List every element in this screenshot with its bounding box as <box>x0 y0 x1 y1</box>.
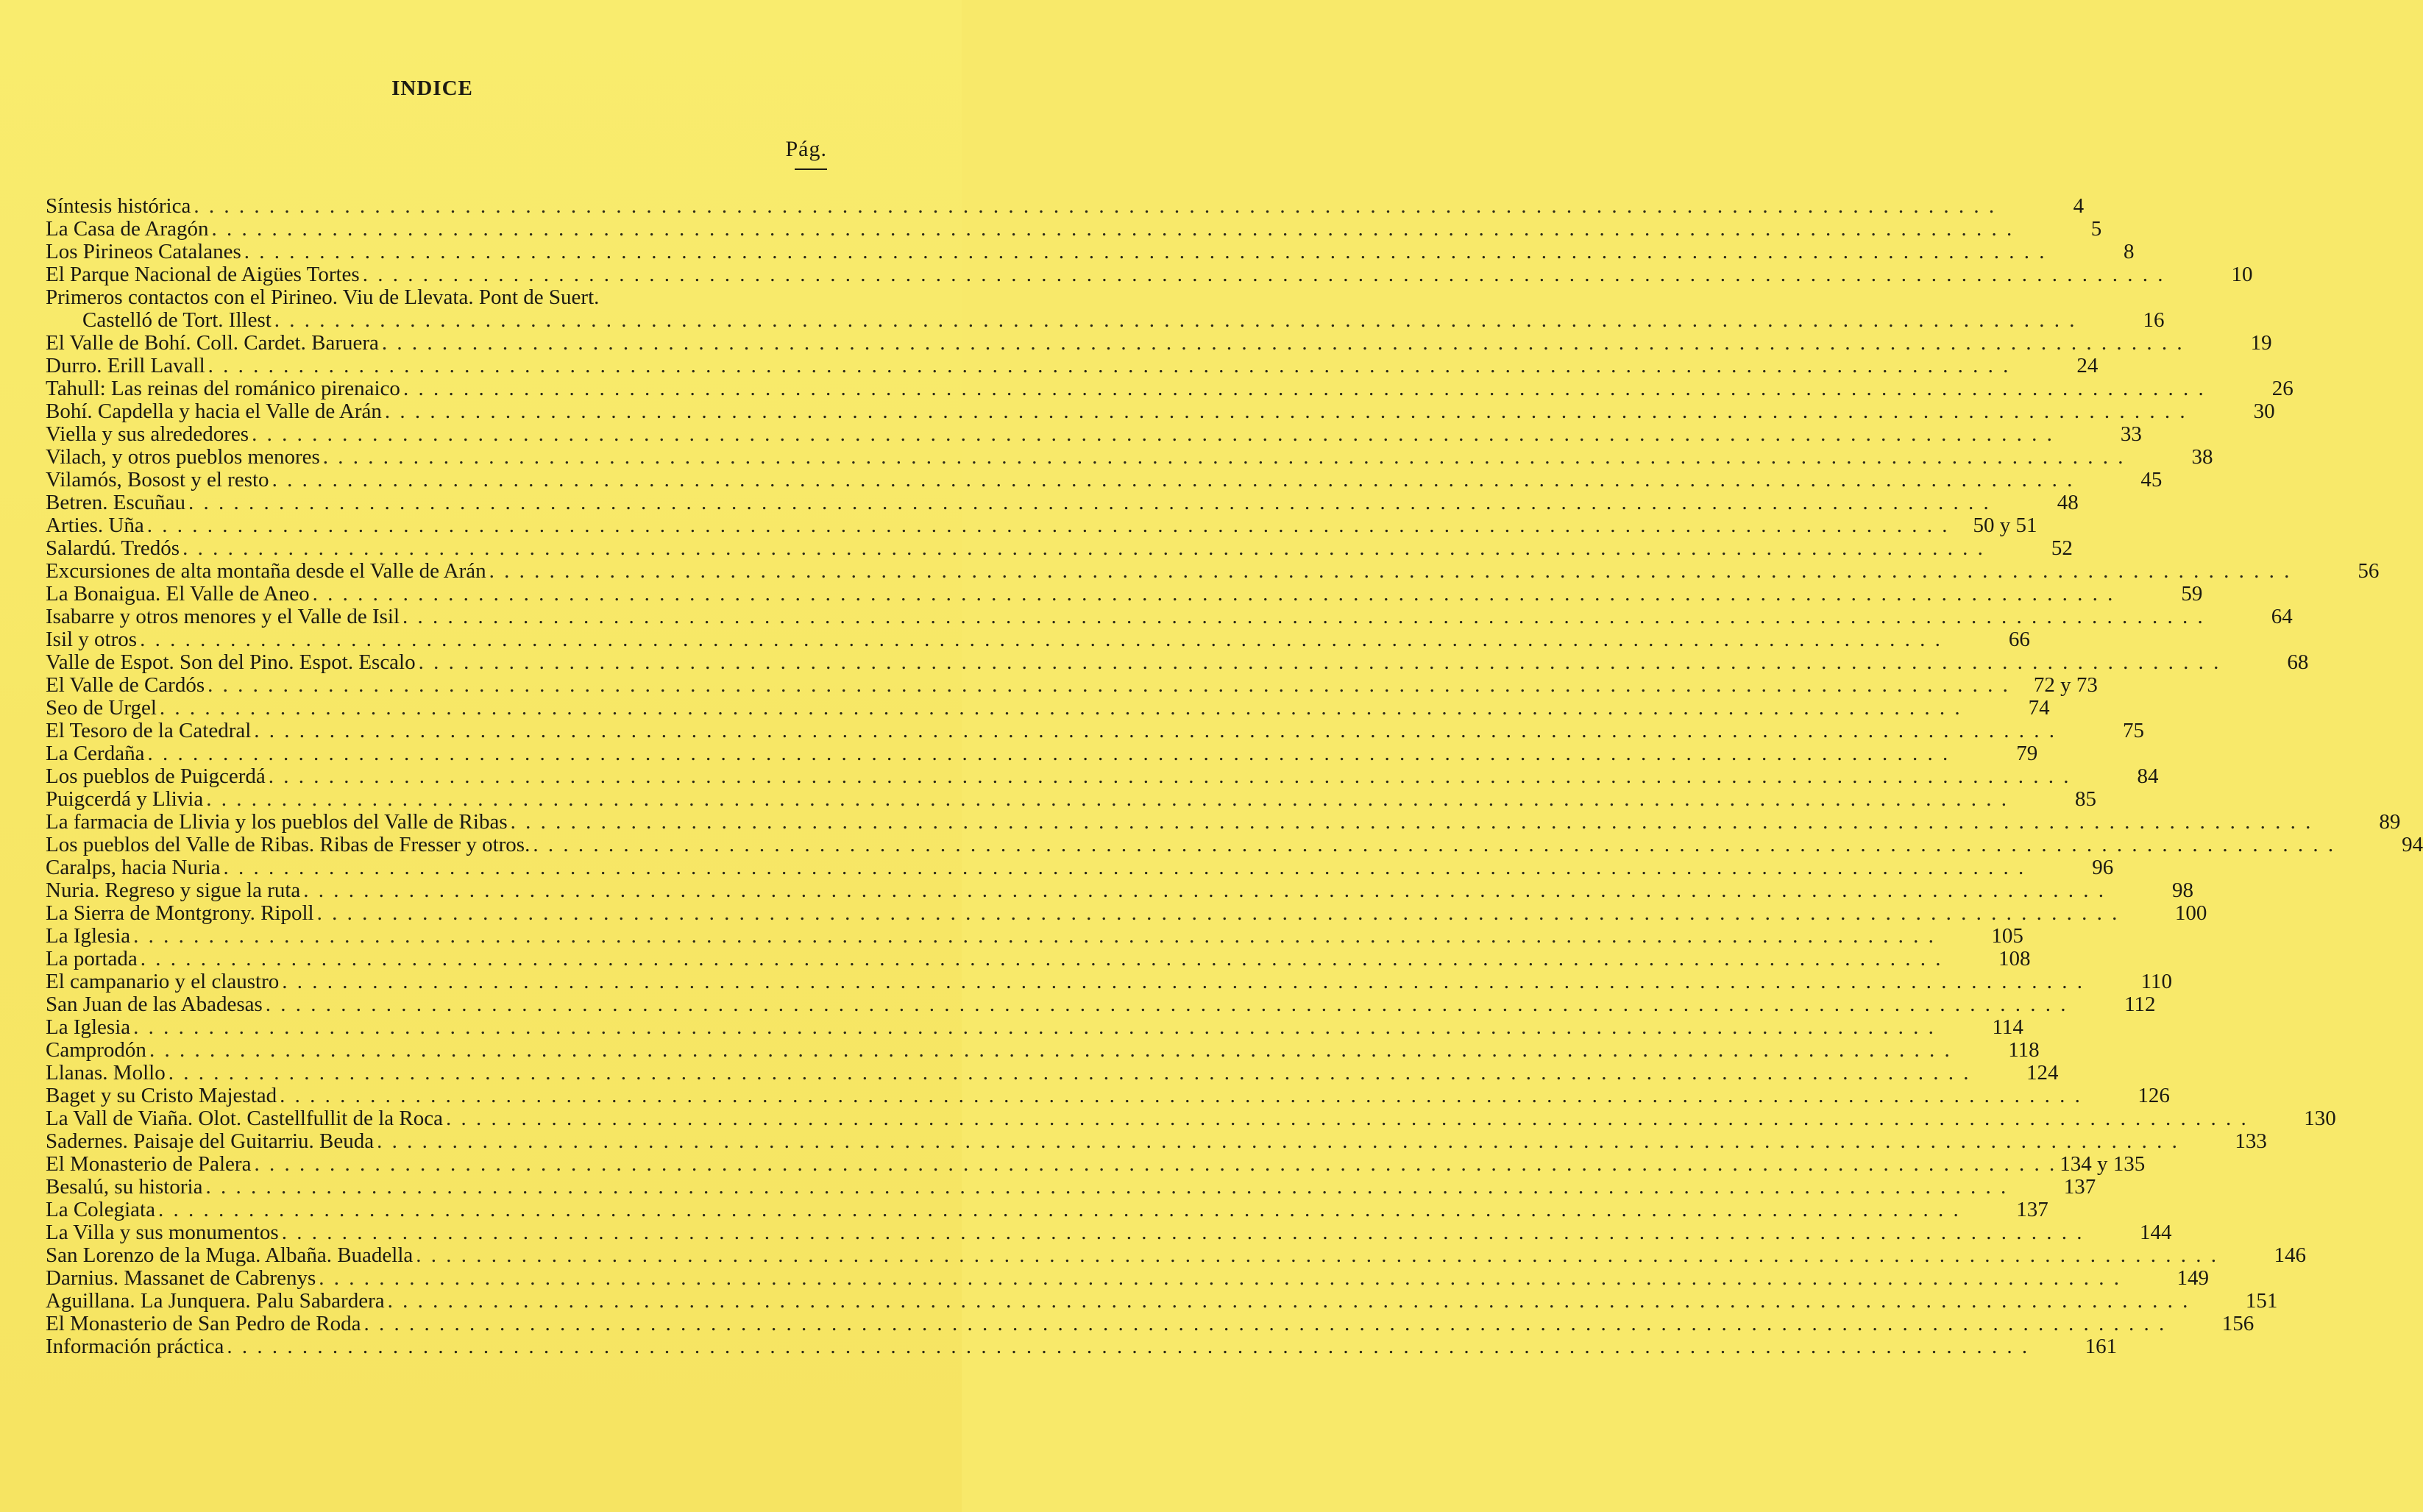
toc-entry <box>46 468 2163 491</box>
toc-entry <box>46 354 2099 377</box>
toc-leader-dots: . . . . . . . . . . . . . . . . . . . . . . . . . . . . . . . . . . . . . . . . . . . . . . . . . . . . . . . . . . . . . . . . . . . . . . . . . . . . . . . . . . . . . . . . . . . . . . . . . . . . . . . . . . . . . . . . . . . . . . . . <box>377 1129 2179 1153</box>
toc-entry <box>46 970 2173 993</box>
toc-entry-page: 110 <box>2140 970 2173 993</box>
toc-leader-dots: . . . . . . . . . . . . . . . . . . . . . . . . . . . . . . . . . . . . . . . . . . . . . . . . . . . . . . . . . . . . . . . . . . . . . . . . . . . . . . . . . . . . . . . . . . . . . . . . . . . . . . . . . . . . . . . . . . . . . . . . <box>182 536 1985 560</box>
toc-leader-dots: . . . . . . . . . . . . . . . . . . . . . . . . . . . . . . . . . . . . . . . . . . . . . . . . . . . . . . . . . . . . . . . . . . . . . . . . . . . . . . . . . . . . . . . . . . . . . . . . . . . . . . . . . . . . . . . . . . . . . . . . <box>384 400 2188 423</box>
toc-leader-dots: . . . . . . . . . . . . . . . . . . . . . . . . . . . . . . . . . . . . . . . . . . . . . . . . . . . . . . . . . . . . . . . . . . . . . . . . . . . . . . . . . . . . . . . . . . . . . . . . . . . . . . . . . . . . . . . . . . . . . . . . <box>416 1243 2219 1267</box>
toc-entry-title: Sadernes. Paisaje del Guitarriu. Beuda <box>46 1129 375 1153</box>
toc-leader-dots: . . . . . . . . . . . . . . . . . . . . . . . . . . . . . . . . . . . . . . . . . . . . . . . . . . . . . . . . . . . . . . . . . . . . . . . . . . . . . . . . . . . . . . . . . . . . . . . . . . . . . . . . . . . . . . . . . . . . . . . . <box>227 1335 2030 1358</box>
toc-entry <box>46 263 2253 286</box>
toc-leader-dots: . . . . . . . . . . . . . . . . . . . . . . . . . . . . . . . . . . . . . . . . . . . . . . . . . . . . . . . . . . . . . . . . . . . . . . . . . . . . . . . . . . . . . . . . . . . . . . . . . . . . . . . . . . . . . . . . . . . . . . . . <box>418 650 2221 674</box>
toc-entry <box>46 1243 2307 1267</box>
toc-entry-page: 75 <box>2123 719 2145 742</box>
toc-leader-dots: . . . . . . . . . . . . . . . . . . . . . . . . . . . . . . . . . . . . . . . . . . . . . . . . . . . . . . . . . . . . . . . . . . . . . . . . . . . . . . . . . . . . . . . . . . . . . . . . . . . . . . . . . . . . . . . . . . . . . . . . <box>362 263 2165 286</box>
toc-entry-page: 84 <box>2137 764 2159 788</box>
page-column-rule <box>795 168 827 170</box>
toc-entry-page: 118 <box>2008 1038 2040 1062</box>
toc-entry <box>46 582 2203 606</box>
toc-entry-page: 50 y 51 <box>1973 514 2037 537</box>
toc-leader-dots: . . . . . . . . . . . . . . . . . . . . . . . . . . . . . . . . . . . . . . . . . . . . . . . . . . . . . . . . . . . . . . . . . . . . . . . . . . . . . . . . . . . . . . . . . . . . . . . . . . . . . . . . . . . . . . . . . . . . . . . . <box>533 833 2336 856</box>
toc-leader-dots: . . . . . . . . . . . . . . . . . . . . . . . . . . . . . . . . . . . . . . . . . . . . . . . . . . . . . . . . . . . . . . . . . . . . . . . . . . . . . . . . . . . . . . . . . . . . . . . . . . . . . . . . . . . . . . . . . . . . . . . . <box>206 787 2009 811</box>
toc-leader-dots: . . . . . . . . . . . . . . . . . . . . . . . . . . . . . . . . . . . . . . . . . . . . . . . . . . . . . . . . . . . . . . . . . . . . . . . . . . . . . . . . . . . . . . . . . . . . . . . . . . . . . . . . . . . . . . . . . . . . . . . . <box>254 719 2057 742</box>
toc-entry-title: El campanario y el claustro <box>46 970 280 993</box>
toc-entry-title: El Monasterio de San Pedro de Roda <box>46 1312 361 1335</box>
toc-entry-page: 66 <box>2008 628 2030 651</box>
toc-entry <box>46 696 2050 720</box>
toc-entry <box>46 1175 2096 1199</box>
toc-entry-page: 16 <box>2143 308 2165 332</box>
toc-entry-page: 134 y 135 <box>2060 1152 2146 1176</box>
toc-entry-title: Isabarre y otros menores y el Valle de Isil <box>46 605 400 628</box>
toc-entry-title: El Tesoro de la Catedral <box>46 719 252 742</box>
toc-entry-title: Primeros contactos con el Pirineo. Viu de Llevata. Pont de Suert. <box>46 285 600 309</box>
toc-entry-page: 24 <box>2076 354 2099 377</box>
toc-leader-dots: . . . . . . . . . . . . . . . . . . . . . . . . . . . . . . . . . . . . . . . . . . . . . . . . . . . . . . . . . . . . . . . . . . . . . . . . . . . . . . . . . . . . . . . . . . . . . . . . . . . . . . . . . . . . . . . . . . . . . . . . <box>274 308 2077 332</box>
toc-entry-title: Vilamós, Bosost y el resto <box>46 468 269 491</box>
toc-entry <box>46 673 2098 697</box>
toc-entry-page: 38 <box>2191 445 2213 469</box>
toc-entry-title: La farmacia de Llivia y los pueblos del Valle de Ribas <box>46 810 508 834</box>
toc-entry <box>46 286 827 309</box>
toc-entry <box>46 331 2272 355</box>
toc-entry-page: 137 <box>2016 1198 2048 1221</box>
toc-entry-page: 72 y 73 <box>2033 673 2098 697</box>
toc-entry <box>46 1129 2267 1153</box>
toc-entry-title: La Cerdaña <box>46 742 145 765</box>
toc-entry-page: 137 <box>2063 1175 2096 1199</box>
toc-entry <box>46 719 2145 742</box>
toc-entry-title: Los pueblos de Puigcerdá <box>46 764 266 788</box>
toc-entry <box>46 742 2038 765</box>
toc-entry-title: Salardú. Tredós <box>46 536 180 560</box>
toc-entry-title: Betren. Escuñau <box>46 491 186 514</box>
toc-entry <box>46 240 2135 263</box>
toc-entry-title: Aguillana. La Junquera. Palu Sabardera <box>46 1289 385 1313</box>
toc-leader-dots: . . . . . . . . . . . . . . . . . . . . . . . . . . . . . . . . . . . . . . . . . . . . . . . . . . . . . . . . . . . . . . . . . . . . . . . . . . . . . . . . . . . . . . . . . . . . . . . . . . . . . . . . . . . . . . . . . . . . . . . . <box>133 1015 1936 1039</box>
toc-entry-title: San Lorenzo de la Muga. Albaña. Buadella <box>46 1243 414 1267</box>
toc-entry-page: 59 <box>2181 582 2203 606</box>
toc-entry-page: 96 <box>2092 856 2114 879</box>
toc-entry <box>46 993 2156 1016</box>
toc-entry <box>46 1335 2118 1358</box>
toc-leader-dots: . . . . . . . . . . . . . . . . . . . . . . . . . . . . . . . . . . . . . . . . . . . . . . . . . . . . . . . . . . . . . . . . . . . . . . . . . . . . . . . . . . . . . . . . . . . . . . . . . . . . . . . . . . . . . . . . . . . . . . . . <box>254 1152 2057 1176</box>
toc-entry-page: 45 <box>2140 468 2163 491</box>
toc-entry-title: Durro. Erill Lavall <box>46 354 205 377</box>
toc-entry <box>46 833 2423 856</box>
toc-entry <box>46 1312 2255 1335</box>
toc-entry <box>46 1084 2170 1107</box>
toc-entry <box>46 764 2159 788</box>
toc-entry-title: Castelló de Tort. Illest <box>82 308 272 332</box>
toc-entry-title: El Monasterio de Palera <box>46 1152 252 1176</box>
toc-entry-page: 5 <box>2090 217 2102 241</box>
toc-entry <box>46 650 2309 674</box>
toc-leader-dots: . . . . . . . . . . . . . . . . . . . . . . . . . . . . . . . . . . . . . . . . . . . . . . . . . . . . . . . . . . . . . . . . . . . . . . . . . . . . . . . . . . . . . . . . . . . . . . . . . . . . . . . . . . . . . . . . . . . . . . . . <box>265 993 2068 1016</box>
toc-leader-dots: . . . . . . . . . . . . . . . . . . . . . . . . . . . . . . . . . . . . . . . . . . . . . . . . . . . . . . . . . . . . . . . . . . . . . . . . . . . . . . . . . . . . . . . . . . . . . . . . . . . . . . . . . . . . . . . . . . . . . . . . <box>319 1266 2121 1290</box>
toc-entry-page: 98 <box>2172 879 2194 902</box>
toc-leader-dots: . . . . . . . . . . . . . . . . . . . . . . . . . . . . . . . . . . . . . . . . . . . . . . . . . . . . . . . . . . . . . . . . . . . . . . . . . . . . . . . . . . . . . . . . . . . . . . . . . . . . . . . . . . . . . . . . . . . . . . . . <box>157 1198 1961 1221</box>
page-column-header: Pág. <box>785 137 827 161</box>
toc-entry-title: El Parque Nacional de Aigües Tortes <box>46 263 360 286</box>
toc-entry <box>46 1015 2023 1039</box>
toc-leader-dots: . . . . . . . . . . . . . . . . . . . . . . . . . . . . . . . . . . . . . . . . . . . . . . . . . . . . . . . . . . . . . . . . . . . . . . . . . . . . . . . . . . . . . . . . . . . . . . . . . . . . . . . . . . . . . . . . . . . . . . . . <box>280 1084 2082 1107</box>
toc-leader-dots: . . . . . . . . . . . . . . . . . . . . . . . . . . . . . . . . . . . . . . . . . . . . . . . . . . . . . . . . . . . . . . . . . . . . . . . . . . . . . . . . . . . . . . . . . . . . . . . . . . . . . . . . . . . . . . . . . . . . . . . . <box>446 1107 2249 1130</box>
toc-entry-title: Los Pirineos Catalanes <box>46 240 241 263</box>
toc-entry-title: Camprodón <box>46 1038 146 1062</box>
toc-entry-title: Tahull: Las reinas del románico pirenaico <box>46 377 400 400</box>
toc-entry-title: Síntesis histórica <box>46 194 191 218</box>
toc-entry-title: Llanas. Mollo <box>46 1061 166 1085</box>
toc-entry-title: Bohí. Capdella y hacia el Valle de Arán <box>46 400 382 423</box>
toc-entry-page: 30 <box>2253 400 2275 423</box>
toc-entry-page: 85 <box>2074 787 2096 811</box>
toc-leader-dots: . . . . . . . . . . . . . . . . . . . . . . . . . . . . . . . . . . . . . . . . . . . . . . . . . . . . . . . . . . . . . . . . . . . . . . . . . . . . . . . . . . . . . . . . . . . . . . . . . . . . . . . . . . . . . . . . . . . . . . . . <box>322 445 2126 469</box>
toc-entry-title: Caralps, hacia Nuria <box>46 856 221 879</box>
toc-entry-title: Valle de Espot. Son del Pino. Espot. Escalo <box>46 650 416 674</box>
toc-entry-page: 19 <box>2250 331 2272 355</box>
toc-entry-title: La Casa de Aragón <box>46 217 209 241</box>
toc-leader-dots: . . . . . . . . . . . . . . . . . . . . . . . . . . . . . . . . . . . . . . . . . . . . . . . . . . . . . . . . . . . . . . . . . . . . . . . . . . . . . . . . . . . . . . . . . . . . . . . . . . . . . . . . . . . . . . . . . . . . . . . . <box>281 1221 2085 1244</box>
toc-leader-dots: . . . . . . . . . . . . . . . . . . . . . . . . . . . . . . . . . . . . . . . . . . . . . . . . . . . . . . . . . . . . . . . . . . . . . . . . . . . . . . . . . . . . . . . . . . . . . . . . . . . . . . . . . . . . . . . . . . . . . . . . <box>168 1061 1971 1085</box>
toc-leader-dots: . . . . . . . . . . . . . . . . . . . . . . . . . . . . . . . . . . . . . . . . . . . . . . . . . . . . . . . . . . . . . . . . . . . . . . . . . . . . . . . . . . . . . . . . . . . . . . . . . . . . . . . . . . . . . . . . . . . . . . . . <box>188 491 1991 514</box>
toc-entry-page: 151 <box>2245 1289 2278 1313</box>
toc-entry-title: San Juan de las Abadesas <box>46 993 263 1016</box>
toc-entry <box>46 377 2293 400</box>
toc-entry-page: 130 <box>2304 1107 2336 1130</box>
toc-entry-title: La Iglesia <box>46 924 131 948</box>
toc-entry-title: La portada <box>46 947 138 970</box>
toc-entry-title: La Iglesia <box>46 1015 131 1039</box>
toc-entry <box>46 1061 2059 1085</box>
toc-entry <box>46 536 2073 560</box>
toc-entry-title: Darnius. Massanet de Cabrenys <box>46 1266 316 1290</box>
toc-leader-dots: . . . . . . . . . . . . . . . . . . . . . . . . . . . . . . . . . . . . . . . . . . . . . . . . . . . . . . . . . . . . . . . . . . . . . . . . . . . . . . . . . . . . . . . . . . . . . . . . . . . . . . . . . . . . . . . . . . . . . . . . <box>194 194 1997 218</box>
toc-entry-page: 56 <box>2358 559 2380 583</box>
toc-entry <box>46 1038 2040 1062</box>
toc-entry-title: La Sierra de Montgrony. Ripoll <box>46 901 314 925</box>
toc-leader-dots: . . . . . . . . . . . . . . . . . . . . . . . . . . . . . . . . . . . . . . . . . . . . . . . . . . . . . . . . . . . . . . . . . . . . . . . . . . . . . . . . . . . . . . . . . . . . . . . . . . . . . . . . . . . . . . . . . . . . . . . . <box>133 924 1936 948</box>
toc-entry-page: 144 <box>2139 1221 2172 1244</box>
toc-entry <box>46 1107 2336 1130</box>
toc-entry-title: Besalú, su historia <box>46 1175 203 1199</box>
toc-entry-page: 94 <box>2402 833 2423 856</box>
toc-entry-page: 26 <box>2271 377 2293 400</box>
toc-leader-dots: . . . . . . . . . . . . . . . . . . . . . . . . . . . . . . . . . . . . . . . . . . . . . . . . . . . . . . . . . . . . . . . . . . . . . . . . . . . . . . . . . . . . . . . . . . . . . . . . . . . . . . . . . . . . . . . . . . . . . . . . <box>381 331 2185 355</box>
page-title: INDICE <box>391 77 473 100</box>
toc-leader-dots: . . . . . . . . . . . . . . . . . . . . . . . . . . . . . . . . . . . . . . . . . . . . . . . . . . . . . . . . . . . . . . . . . . . . . . . . . . . . . . . . . . . . . . . . . . . . . . . . . . . . . . . . . . . . . . . . . . . . . . . . <box>510 810 2313 834</box>
toc-entry-page: 89 <box>2379 810 2401 834</box>
toc-entry <box>46 787 2096 811</box>
toc-leader-dots: . . . . . . . . . . . . . . . . . . . . . . . . . . . . . . . . . . . . . . . . . . . . . . . . . . . . . . . . . . . . . . . . . . . . . . . . . . . . . . . . . . . . . . . . . . . . . . . . . . . . . . . . . . . . . . . . . . . . . . . . <box>303 879 2107 902</box>
toc-leader-dots: . . . . . . . . . . . . . . . . . . . . . . . . . . . . . . . . . . . . . . . . . . . . . . . . . . . . . . . . . . . . . . . . . . . . . . . . . . . . . . . . . . . . . . . . . . . . . . . . . . . . . . . . . . . . . . . . . . . . . . . . <box>272 468 2075 491</box>
toc-leader-dots: . . . . . . . . . . . . . . . . . . . . . . . . . . . . . . . . . . . . . . . . . . . . . . . . . . . . . . . . . . . . . . . . . . . . . . . . . . . . . . . . . . . . . . . . . . . . . . . . . . . . . . . . . . . . . . . . . . . . . . . . <box>223 856 2026 879</box>
toc-leader-dots: . . . . . . . . . . . . . . . . . . . . . . . . . . . . . . . . . . . . . . . . . . . . . . . . . . . . . . . . . . . . . . . . . . . . . . . . . . . . . . . . . . . . . . . . . . . . . . . . . . . . . . . . . . . . . . . . . . . . . . . . <box>207 354 2011 377</box>
toc-entry <box>46 947 2031 970</box>
toc-entry-title: El Valle de Cardós <box>46 673 205 697</box>
toc-entry-page: 149 <box>2177 1266 2209 1290</box>
table-of-contents <box>46 194 2423 1358</box>
toc-entry-title: Información práctica <box>46 1335 224 1358</box>
toc-leader-dots: . . . . . . . . . . . . . . . . . . . . . . . . . . . . . . . . . . . . . . . . . . . . . . . . . . . . . . . . . . . . . . . . . . . . . . . . . . . . . . . . . . . . . . . . . . . . . . . . . . . . . . . . . . . . . . . . . . . . . . . . <box>211 217 2015 241</box>
toc-entry-title: Arties. Uña <box>46 514 144 537</box>
toc-entry <box>46 1152 2146 1176</box>
toc-entry-page: 112 <box>2124 993 2156 1016</box>
toc-entry-page: 108 <box>1998 947 2031 970</box>
toc-entry-page: 146 <box>2274 1243 2307 1267</box>
toc-entry-page: 10 <box>2231 263 2253 286</box>
toc-entry <box>46 308 2165 332</box>
toc-entry-title: La Villa y sus monumentos <box>46 1221 279 1244</box>
toc-entry-title: Isil y otros <box>46 628 138 651</box>
toc-entry-page: 33 <box>2120 422 2142 446</box>
toc-entry-page: 68 <box>2287 650 2309 674</box>
toc-leader-dots: . . . . . . . . . . . . . . . . . . . . . . . . . . . . . . . . . . . . . . . . . . . . . . . . . . . . . . . . . . . . . . . . . . . . . . . . . . . . . . . . . . . . . . . . . . . . . . . . . . . . . . . . . . . . . . . . . . . . . . . . <box>312 582 2115 606</box>
toc-entry-title: Viella y sus alrededores <box>46 422 249 446</box>
toc-leader-dots: . . . . . . . . . . . . . . . . . . . . . . . . . . . . . . . . . . . . . . . . . . . . . . . . . . . . . . . . . . . . . . . . . . . . . . . . . . . . . . . . . . . . . . . . . . . . . . . . . . . . . . . . . . . . . . . . . . . . . . . . <box>363 1312 2167 1335</box>
toc-entry-page: 100 <box>2174 901 2207 925</box>
toc-entry <box>46 924 2023 948</box>
toc-leader-dots: . . . . . . . . . . . . . . . . . . . . . . . . . . . . . . . . . . . . . . . . . . . . . . . . . . . . . . . . . . . . . . . . . . . . . . . . . . . . . . . . . . . . . . . . . . . . . . . . . . . . . . . . . . . . . . . . . . . . . . . . <box>402 605 2205 628</box>
toc-entry <box>46 856 2114 879</box>
toc-entry-page: 4 <box>2073 194 2085 218</box>
toc-entry-page: 48 <box>2057 491 2079 514</box>
toc-entry <box>46 445 2213 469</box>
toc-entry-page: 64 <box>2271 605 2293 628</box>
toc-entry-title: La Colegiata <box>46 1198 155 1221</box>
toc-entry-title: La Bonaigua. El Valle de Aneo <box>46 582 310 606</box>
toc-entry-page: 79 <box>2016 742 2038 765</box>
toc-entry <box>46 1221 2172 1244</box>
toc-leader-dots: . . . . . . . . . . . . . . . . . . . . . . . . . . . . . . . . . . . . . . . . . . . . . . . . . . . . . . . . . . . . . . . . . . . . . . . . . . . . . . . . . . . . . . . . . . . . . . . . . . . . . . . . . . . . . . . . . . . . . . . . <box>489 559 2292 583</box>
toc-entry-page: 52 <box>2051 536 2073 560</box>
toc-entry-page: 161 <box>2085 1335 2118 1358</box>
toc-entry <box>46 491 2079 514</box>
toc-leader-dots: . . . . . . . . . . . . . . . . . . . . . . . . . . . . . . . . . . . . . . . . . . . . . . . . . . . . . . . . . . . . . . . . . . . . . . . . . . . . . . . . . . . . . . . . . . . . . . . . . . . . . . . . . . . . . . . . . . . . . . . . <box>387 1289 2190 1313</box>
toc-entry-page: 8 <box>2124 240 2135 263</box>
toc-entry-title: La Vall de Viaña. Olot. Castellfullit de la Roca <box>46 1107 443 1130</box>
toc-leader-dots: . . . . . . . . . . . . . . . . . . . . . . . . . . . . . . . . . . . . . . . . . . . . . . . . . . . . . . . . . . . . . . . . . . . . . . . . . . . . . . . . . . . . . . . . . . . . . . . . . . . . . . . . . . . . . . . . . . . . . . . . <box>205 1175 2009 1199</box>
toc-entry-page: 114 <box>1992 1015 2023 1039</box>
toc-entry <box>46 1289 2278 1313</box>
toc-entry <box>46 422 2142 446</box>
toc-entry <box>46 514 2037 537</box>
toc-entry-page: 126 <box>2138 1084 2170 1107</box>
toc-leader-dots: . . . . . . . . . . . . . . . . . . . . . . . . . . . . . . . . . . . . . . . . . . . . . . . . . . . . . . . . . . . . . . . . . . . . . . . . . . . . . . . . . . . . . . . . . . . . . . . . . . . . . . . . . . . . . . . . . . . . . . . . <box>159 696 1962 720</box>
toc-entry-page: 74 <box>2028 696 2050 720</box>
toc-leader-dots: . . . . . . . . . . . . . . . . . . . . . . . . . . . . . . . . . . . . . . . . . . . . . . . . . . . . . . . . . . . . . . . . . . . . . . . . . . . . . . . . . . . . . . . . . . . . . . . . . . . . . . . . . . . . . . . . . . . . . . . . <box>147 742 1951 765</box>
toc-entry <box>46 901 2207 925</box>
toc-entry <box>46 1266 2209 1290</box>
toc-entry <box>46 217 2102 241</box>
toc-entry <box>46 400 2275 423</box>
toc-leader-dots: . . . . . . . . . . . . . . . . . . . . . . . . . . . . . . . . . . . . . . . . . . . . . . . . . . . . . . . . . . . . . . . . . . . . . . . . . . . . . . . . . . . . . . . . . . . . . . . . . . . . . . . . . . . . . . . . . . . . . . . . <box>252 422 2054 446</box>
toc-leader-dots: . . . . . . . . . . . . . . . . . . . . . . . . . . . . . . . . . . . . . . . . . . . . . . . . . . . . . . . . . . . . . . . . . . . . . . . . . . . . . . . . . . . . . . . . . . . . . . . . . . . . . . . . . . . . . . . . . . . . . . . . <box>244 240 2047 263</box>
toc-leader-dots: . . . . . . . . . . . . . . . . . . . . . . . . . . . . . . . . . . . . . . . . . . . . . . . . . . . . . . . . . . . . . . . . . . . . . . . . . . . . . . . . . . . . . . . . . . . . . . . . . . . . . . . . . . . . . . . . . . . . . . . . <box>140 628 1943 651</box>
toc-entry-page: 156 <box>2221 1312 2255 1335</box>
toc-leader-dots: . . . . . . . . . . . . . . . . . . . . . . . . . . . . . . . . . . . . . . . . . . . . . . . . . . . . . . . . . . . . . . . . . . . . . . . . . . . . . . . . . . . . . . . . . . . . . . . . . . . . . . . . . . . . . . . . . . . . . . . . <box>140 947 1943 970</box>
toc-leader-dots: . . . . . . . . . . . . . . . . . . . . . . . . . . . . . . . . . . . . . . . . . . . . . . . . . . . . . . . . . . . . . . . . . . . . . . . . . . . . . . . . . . . . . . . . . . . . . . . . . . . . . . . . . . . . . . . . . . . . . . . . <box>402 377 2206 400</box>
toc-leader-dots: . . . . . . . . . . . . . . . . . . . . . . . . . . . . . . . . . . . . . . . . . . . . . . . . . . . . . . . . . . . . . . . . . . . . . . . . . . . . . . . . . . . . . . . . . . . . . . . . . . . . . . . . . . . . . . . . . . . . . . . . <box>207 673 2010 697</box>
toc-entry-page: 124 <box>2026 1061 2059 1085</box>
toc-entry <box>46 810 2401 834</box>
toc-entry-title: Nuria. Regreso y sigue la ruta <box>46 879 301 902</box>
toc-entry-title: El Valle de Bohí. Coll. Cardet. Baruera <box>46 331 379 355</box>
toc-entry-page: 105 <box>1991 924 2023 948</box>
toc-entry-title: Baget y su Cristo Majestad <box>46 1084 277 1107</box>
toc-entry <box>46 605 2293 628</box>
toc-entry-title: Vilach, y otros pueblos menores <box>46 445 320 469</box>
toc-leader-dots: . . . . . . . . . . . . . . . . . . . . . . . . . . . . . . . . . . . . . . . . . . . . . . . . . . . . . . . . . . . . . . . . . . . . . . . . . . . . . . . . . . . . . . . . . . . . . . . . . . . . . . . . . . . . . . . . . . . . . . . . <box>268 764 2071 788</box>
toc-entry <box>46 628 2030 651</box>
toc-entry-title: Excursiones de alta montaña desde el Valle de Arán <box>46 559 486 583</box>
toc-entry-title: Seo de Urgel <box>46 696 157 720</box>
toc-leader-dots: . . . . . . . . . . . . . . . . . . . . . . . . . . . . . . . . . . . . . . . . . . . . . . . . . . . . . . . . . . . . . . . . . . . . . . . . . . . . . . . . . . . . . . . . . . . . . . . . . . . . . . . . . . . . . . . . . . . . . . . . <box>282 970 2085 993</box>
toc-entry-title: Los pueblos del Valle de Ribas. Ribas de Fresser y otros. <box>46 833 531 856</box>
toc-entry-page: 133 <box>2235 1129 2267 1153</box>
toc-leader-dots: . . . . . . . . . . . . . . . . . . . . . . . . . . . . . . . . . . . . . . . . . . . . . . . . . . . . . . . . . . . . . . . . . . . . . . . . . . . . . . . . . . . . . . . . . . . . . . . . . . . . . . . . . . . . . . . . . . . . . . . . <box>149 1038 1952 1062</box>
toc-entry <box>46 879 2194 902</box>
toc-entry <box>46 559 2380 583</box>
toc-entry-title: Puigcerdá y Llivia <box>46 787 204 811</box>
toc-leader-dots: . . . . . . . . . . . . . . . . . . . . . . . . . . . . . . . . . . . . . . . . . . . . . . . . . . . . . . . . . . . . . . . . . . . . . . . . . . . . . . . . . . . . . . . . . . . . . . . . . . . . . . . . . . . . . . . . . . . . . . . . <box>316 901 2120 925</box>
toc-leader-dots: . . . . . . . . . . . . . . . . . . . . . . . . . . . . . . . . . . . . . . . . . . . . . . . . . . . . . . . . . . . . . . . . . . . . . . . . . . . . . . . . . . . . . . . . . . . . . . . . . . . . . . . . . . . . . . . . . . . . . . . . <box>146 514 1950 537</box>
toc-entry <box>46 194 2085 218</box>
toc-entry <box>46 1198 2048 1221</box>
